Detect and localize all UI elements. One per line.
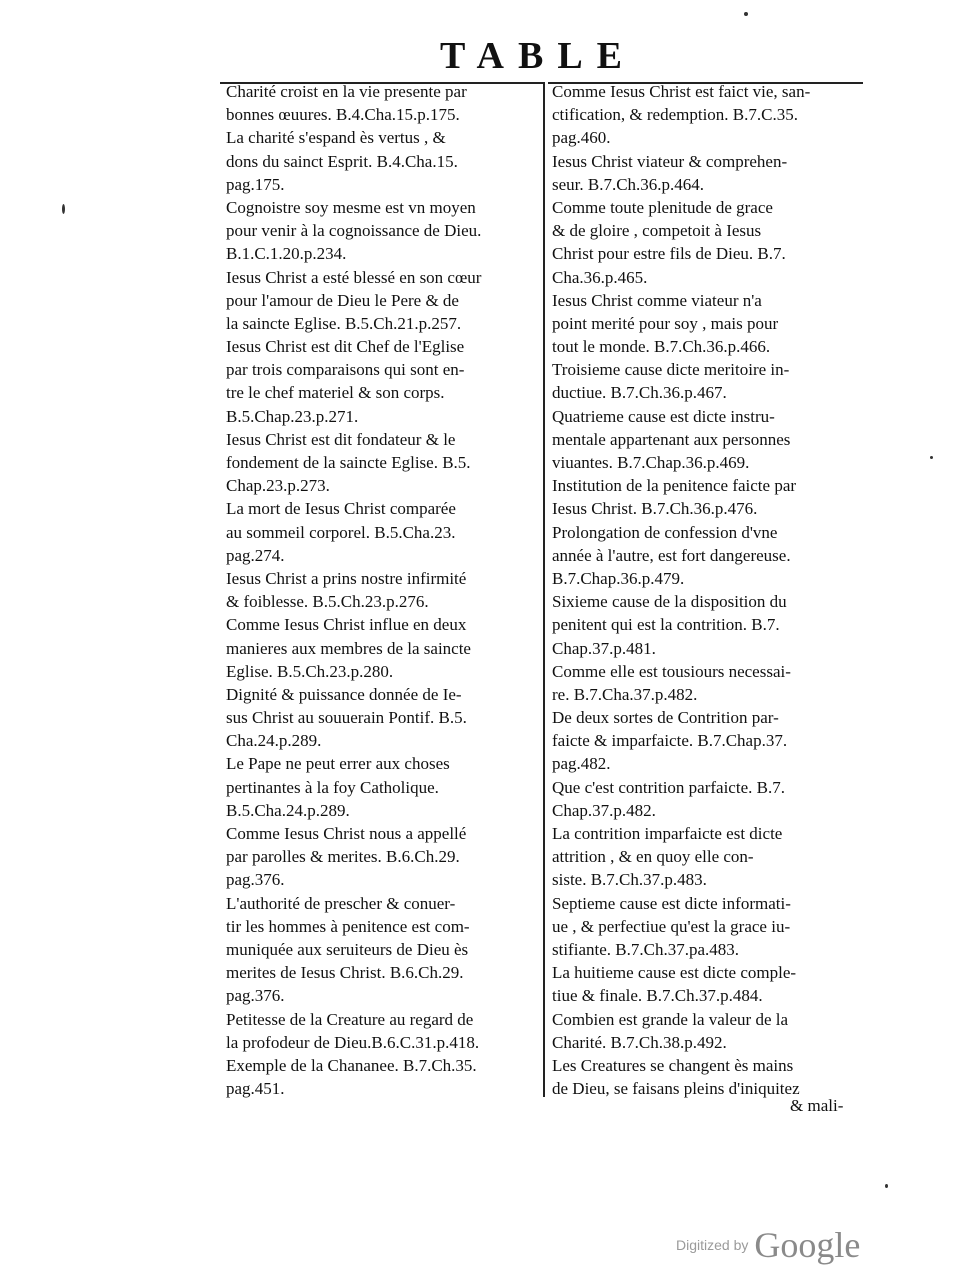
digitized-watermark	[676, 1224, 860, 1266]
index-line: la saincte Eglise. B.5.Ch.21.p.257.	[226, 313, 462, 333]
index-line: pour venir à la cognoissance de Dieu.	[226, 221, 482, 241]
index-line: dons du sainct Esprit. B.4.Cha.15.	[226, 151, 458, 171]
index-line: Comme toute plenitude de grace	[552, 197, 773, 217]
index-line: fondement de la saincte Eglise. B.5.	[226, 453, 471, 472]
index-line: Comme Iesus Christ influe en deux	[226, 615, 467, 635]
index-line: faicte & imparfaicte. B.7.Chap.37.	[552, 731, 788, 751]
index-line: tiue & finale. B.7.Ch.37.p.484.	[552, 986, 763, 1006]
index-line: muniquée aux seruiteurs de Dieu ès	[226, 939, 469, 959]
index-line: pag.482.	[552, 754, 611, 774]
index-line: année à l'autre, est fort dangereuse.	[552, 545, 791, 565]
ink-speck	[744, 12, 748, 16]
index-line: point merité pour soy , mais pour	[552, 313, 779, 333]
index-line: pag.376.	[226, 986, 285, 1006]
ink-speck	[930, 456, 933, 459]
page-title: TABLE	[440, 35, 637, 77]
index-line: & foiblesse. B.5.Ch.23.p.276.	[226, 592, 429, 612]
index-line: La contrition imparfaicte est dicte	[552, 824, 783, 843]
index-line: Institution de la penitence faicte par	[552, 476, 797, 496]
index-line: Chap.37.p.482.	[552, 800, 656, 820]
index-line: tir les hommes à penitence est com-	[226, 916, 470, 936]
index-line: pag.451.	[226, 1079, 285, 1099]
index-line: penitent qui est la contrition. B.7.	[552, 615, 780, 635]
index-line: seur. B.7.Ch.36.p.464.	[552, 174, 705, 194]
index-line: au sommeil corporel. B.5.Cha.23.	[226, 522, 456, 542]
catchword: & mali-	[790, 1096, 844, 1115]
index-line: siste. B.7.Ch.37.p.483.	[552, 870, 707, 890]
index-line: Exemple de la Chananee. B.7.Ch.35.	[226, 1055, 477, 1075]
index-line: B.5.Cha.24.p.289.	[226, 800, 350, 820]
index-line: L'authorité de prescher & conuer-	[226, 893, 456, 913]
index-line: Troisieme cause dicte meritoire in-	[552, 360, 790, 380]
index-line: La charité s'espand ès vertus , &	[226, 128, 446, 148]
index-line: viuantes. B.7.Chap.36.p.469.	[552, 453, 750, 472]
right-column	[552, 80, 864, 1120]
index-line: Comme Iesus Christ est faict vie, san-	[552, 82, 811, 101]
index-line: tout le monde. B.7.Ch.36.p.466.	[552, 337, 771, 357]
index-line: B.7.Chap.36.p.479.	[552, 568, 685, 588]
index-line: mentale appartenant aux personnes	[552, 429, 791, 449]
index-line: Comme elle est tousiours necessai-	[552, 661, 791, 681]
left-column	[226, 80, 538, 1100]
index-line: ctification, & redemption. B.7.C.35.	[552, 105, 798, 125]
index-line: re. B.7.Cha.37.p.482.	[552, 684, 698, 704]
index-line: pag.175.	[226, 174, 285, 194]
index-line: Les Creatures se changent ès mains	[552, 1055, 794, 1075]
index-line: Petitesse de la Creature au regard de	[226, 1009, 474, 1029]
index-line: Iesus Christ viateur & comprehen-	[552, 151, 788, 171]
index-line: B.5.Chap.23.p.271.	[226, 406, 359, 426]
index-line: Que c'est contrition parfaicte. B.7.	[552, 777, 785, 797]
index-line: Eglise. B.5.Ch.23.p.280.	[226, 661, 394, 681]
index-line: ue , & perfectiue qu'est la grace iu-	[552, 916, 791, 936]
index-line: Septieme cause est dicte informati-	[552, 893, 791, 913]
index-line: sus Christ au souuerain Pontif. B.5.	[226, 708, 467, 728]
index-line: la profodeur de Dieu.B.6.C.31.p.418.	[226, 1032, 480, 1052]
index-line: De deux sortes de Contrition par-	[552, 708, 779, 728]
index-line: Dignité & puissance donnée de Ie-	[226, 684, 462, 704]
index-line: Prolongation de confession d'vne	[552, 522, 778, 542]
index-line: manieres aux membres de la saincte	[226, 638, 471, 658]
ink-speck	[885, 1184, 888, 1188]
column-divider	[543, 82, 545, 1097]
index-line: attrition , & en quoy elle con-	[552, 847, 754, 867]
google-logo: Google	[754, 1225, 861, 1265]
ink-speck	[62, 204, 65, 214]
index-line: Iesus Christ est dit fondateur & le	[226, 429, 456, 449]
index-line: Christ pour estre fils de Dieu. B.7.	[552, 244, 786, 264]
index-line: Cha.24.p.289.	[226, 731, 322, 751]
index-line: bonnes œuures. B.4.Cha.15.p.175.	[226, 105, 460, 125]
index-line: Comme Iesus Christ nous a appellé	[226, 824, 467, 843]
index-line: Sixieme cause de la disposition du	[552, 592, 787, 612]
digitized-by-label: Digitized by	[676, 1237, 749, 1253]
index-line: par parolles & merites. B.6.Ch.29.	[226, 847, 460, 867]
index-line: Chap.23.p.273.	[226, 476, 330, 496]
index-line: Iesus Christ. B.7.Ch.36.p.476.	[552, 499, 758, 519]
index-line: B.1.C.1.20.p.234.	[226, 244, 347, 264]
index-line: Cognoistre soy mesme est vn moyen	[226, 197, 476, 217]
index-line: & de gloire , competoit à Iesus	[552, 221, 762, 241]
index-line: La huitieme cause est dicte comple-	[552, 963, 797, 983]
index-line: Quatrieme cause est dicte instru-	[552, 406, 775, 426]
index-line: Le Pape ne peut errer aux choses	[226, 754, 450, 774]
index-line: ductiue. B.7.Ch.36.p.467.	[552, 383, 727, 403]
index-line: Iesus Christ a esté blessé en son cœur	[226, 267, 482, 287]
index-line: de Dieu, se faisans pleins d'iniquitez	[552, 1079, 800, 1099]
index-line: Combien est grande la valeur de la	[552, 1009, 789, 1029]
index-line: Iesus Christ est dit Chef de l'Eglise	[226, 337, 465, 357]
index-line: pag.376.	[226, 870, 285, 890]
index-line: pour l'amour de Dieu le Pere & de	[226, 290, 459, 310]
index-line: Iesus Christ a prins nostre infirmité	[226, 568, 467, 588]
index-line: pertinantes à la foy Catholique.	[226, 777, 439, 797]
index-line: par trois comparaisons qui sont en-	[226, 360, 465, 380]
index-line: tre le chef materiel & son corps.	[226, 383, 445, 403]
index-line: Charité. B.7.Ch.38.p.492.	[552, 1032, 727, 1052]
index-line: pag.460.	[552, 128, 611, 148]
index-line: La mort de Iesus Christ comparée	[226, 499, 456, 519]
index-line: Chap.37.p.481.	[552, 638, 656, 658]
index-line: Iesus Christ comme viateur n'a	[552, 290, 762, 310]
index-line: pag.274.	[226, 545, 285, 565]
index-line: Cha.36.p.465.	[552, 267, 648, 287]
index-line: Charité croist en la vie presente par	[226, 82, 467, 101]
index-line: merites de Iesus Christ. B.6.Ch.29.	[226, 963, 464, 983]
index-line: stifiante. B.7.Ch.37.pa.483.	[552, 939, 739, 959]
